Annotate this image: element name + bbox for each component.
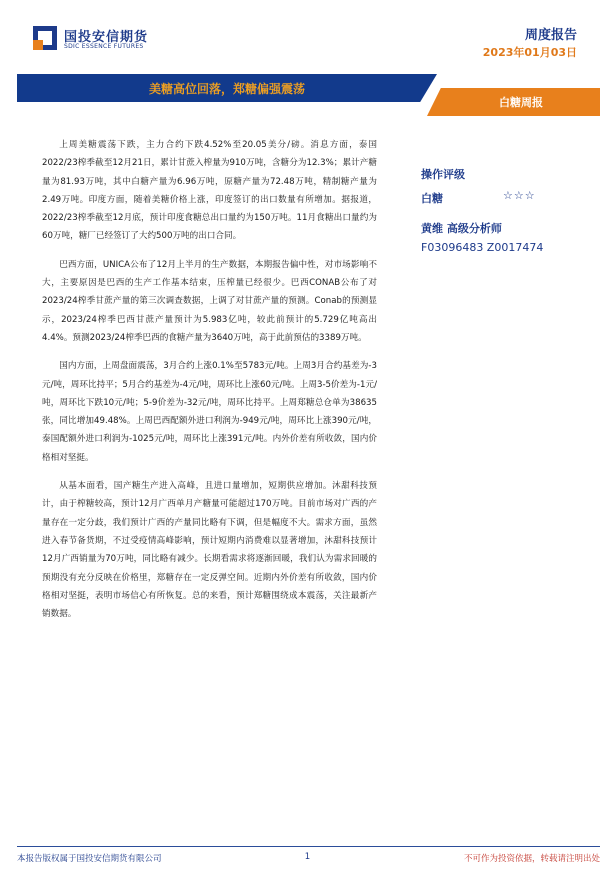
body-paragraph-1: 上周美糖震荡下跌，主力合约下跌4.52%至20.05美分/磅。消息方面，泰国2022/23榨季截至12月21日，累计甘蔗入榨量为910万吨，含糖分为12.3%；累计产糖量为81.93万吨，其中白糖产量为6.96万吨，原糖产量为72.48万吨，精制糖产量为2.49万吨。印度方面，随着美糖价格上涨，印度签订的出口数量有所增加。据报道，2022/23榨季截至12月底，预计印度食糖总出口量约为150万吨。11月食糖出口量约为60万吨，糖厂已经签订了大约500万吨的出口合同。	[42, 140, 377, 242]
footer-divider	[17, 846, 600, 847]
rating-stars-icon: ☆☆☆	[503, 189, 536, 202]
body-paragraph-2: 巴西方面，UNICA公布了12月上半月的生产数据，本期报告偏中性，对市场影响不大，主要原因是巴西的生产工作基本结束，压榨量已经很少。巴西CONAB公布了对2023/24榨季甘蔗产量的第三次调查数据，上调了对甘蔗产量的预测。Conab的预测显示，2023/24榨季巴西甘蔗产量预计为5.983亿吨，较此前预计的5.729亿吨高出4.4%。预测2023/24榨季巴西的食糖产量为3640万吨，高于此前预估的3389万吨。	[42, 259, 377, 343]
analyst-license-ids: F03096483 Z0017474	[421, 241, 544, 254]
logo-mark-icon	[33, 26, 57, 50]
report-body	[42, 136, 377, 633]
sidebar	[421, 166, 596, 254]
rating-row	[421, 190, 596, 206]
page-number: 1	[304, 852, 311, 862]
title-banner	[17, 74, 600, 116]
body-paragraph-4: 从基本面看，国产糖生产进入高峰，且进口量增加，短期供应增加。沐甜科技预计，由于榨糖较高，预计12月广西单月产糖量可能超过170万吨。目前市场对广西的产量存在一定分歧，我们预计广西的产量同比略有下调，但是幅度不大。需求方面，虽然进入春节备货期，不过受疫情高峰影响，预计短期内消费难以显著增加，沐甜科技预计12月广西销量为70万吨，同比略有减少。长期看需求将逐渐回暖，我们认为需求回暖的预期没有充分反映在价格里，郑糖存在一定反弹空间。近期内外价差有所收敛，国内价格相对坚挺，表明市场信心有所恢复。总的来看，预计郑糖围绕成本震荡，关注最新产销数据。	[42, 481, 377, 620]
report-title: 美糖高位回落，郑糖偏强震荡	[148, 82, 305, 96]
brand-name-en: SDIC ESSENCE FUTURES	[64, 43, 144, 50]
brand-name-cn: 国投安信期货	[64, 30, 149, 45]
footer-copyright: 本报告版权属于国投安信期货有限公司	[17, 854, 162, 864]
body-paragraph-3: 国内方面，上周盘面震荡，3月合约上涨0.1%至5783元/吨。上周3月合约基差为-3元/吨，周环比持平；5月合约基差为-4元/吨，周环比上涨60元/吨。上周3-5价差为-1元/吨，周环比下跌10元/吨；5-9价差为-32元/吨，周环比持平。上周郑糖总仓单为38635张，同比增加49.48%。上周巴西配额外进口利润为-949元/吨，周环比上涨390元/吨，泰国配额外进口利润为-1025元/吨，周环比上涨391元/吨。内外价差有所收敛，国内价格相对坚挺。	[42, 361, 377, 463]
report-date: 2023年01月03日	[482, 46, 577, 59]
analyst-name: 黄维 高级分析师	[421, 222, 502, 235]
report-type: 周度报告	[524, 28, 577, 43]
footer-disclaimer: 不可作为投资依据，转载请注明出处	[463, 854, 600, 864]
rating-commodity: 白糖	[421, 192, 443, 205]
company-logo	[33, 26, 57, 50]
report-category-tag: 白糖周报	[499, 96, 543, 109]
rating-title: 操作评级	[421, 168, 465, 181]
